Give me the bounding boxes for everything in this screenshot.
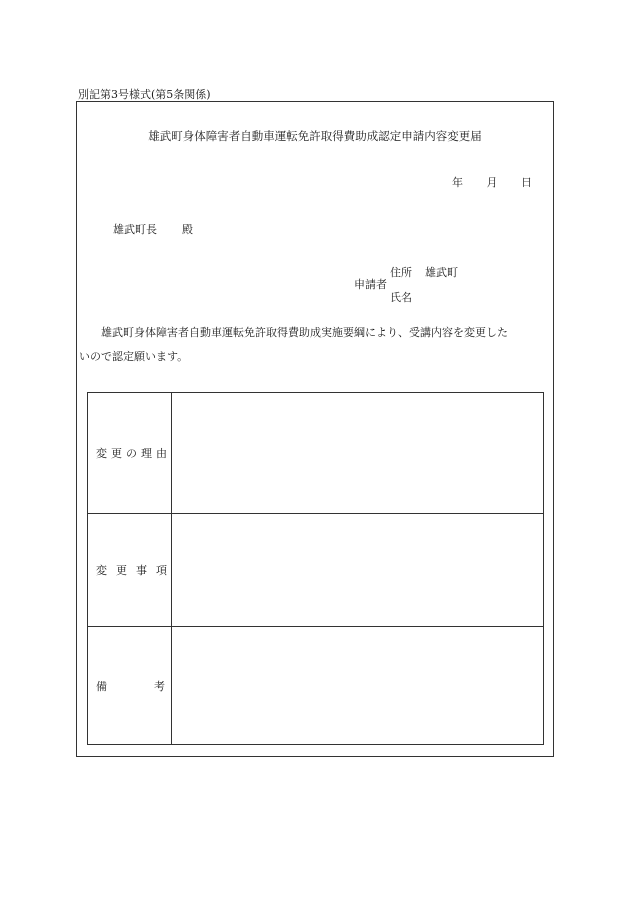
table-row-remarks — [88, 627, 543, 744]
form-title: 雄武町身体障害者自動車運転免許取得費助成認定申請内容変更届 — [148, 129, 482, 143]
date-year-label: 年 — [452, 176, 463, 189]
reason-label-cell — [88, 393, 172, 513]
remarks-label-right: 考 — [154, 679, 165, 693]
remarks-input-cell[interactable] — [172, 627, 543, 744]
form-frame — [76, 101, 554, 757]
request-statement-line1: 雄武町身体障害者自動車運転免許取得費助成実施要綱により、受講内容を変更した — [101, 326, 508, 339]
changes-input-cell[interactable] — [172, 514, 543, 626]
table-row-reason — [88, 393, 543, 514]
addressee-name: 雄武町長 — [113, 223, 157, 236]
applicant-address-label: 住所 — [390, 266, 412, 279]
applicant-name-label: 氏名 — [390, 291, 412, 304]
request-statement — [77, 321, 555, 369]
addressee-honorific: 殿 — [182, 223, 193, 236]
reason-input-cell[interactable] — [172, 393, 543, 513]
applicant-role: 申請者 — [354, 278, 387, 291]
remarks-label — [96, 678, 165, 694]
date-day-label: 日 — [521, 176, 532, 189]
applicant-block — [354, 262, 534, 304]
form-number-label: 別記第3号様式(第5条関係) — [78, 88, 211, 101]
change-details-table — [87, 392, 544, 745]
remarks-label-cell — [88, 627, 172, 744]
table-row-changes — [88, 514, 543, 627]
reason-label: 変更の理由 — [96, 447, 171, 460]
date-month-label: 月 — [486, 176, 498, 189]
applicant-address-value[interactable]: 雄武町 — [425, 266, 458, 279]
changes-label: 変更事項 — [96, 564, 176, 577]
remarks-label-left: 備 — [96, 679, 107, 693]
date-line — [452, 174, 532, 190]
addressee — [113, 221, 193, 237]
request-statement-line2: いので認定願います。 — [79, 350, 189, 363]
changes-label-cell — [88, 514, 176, 626]
